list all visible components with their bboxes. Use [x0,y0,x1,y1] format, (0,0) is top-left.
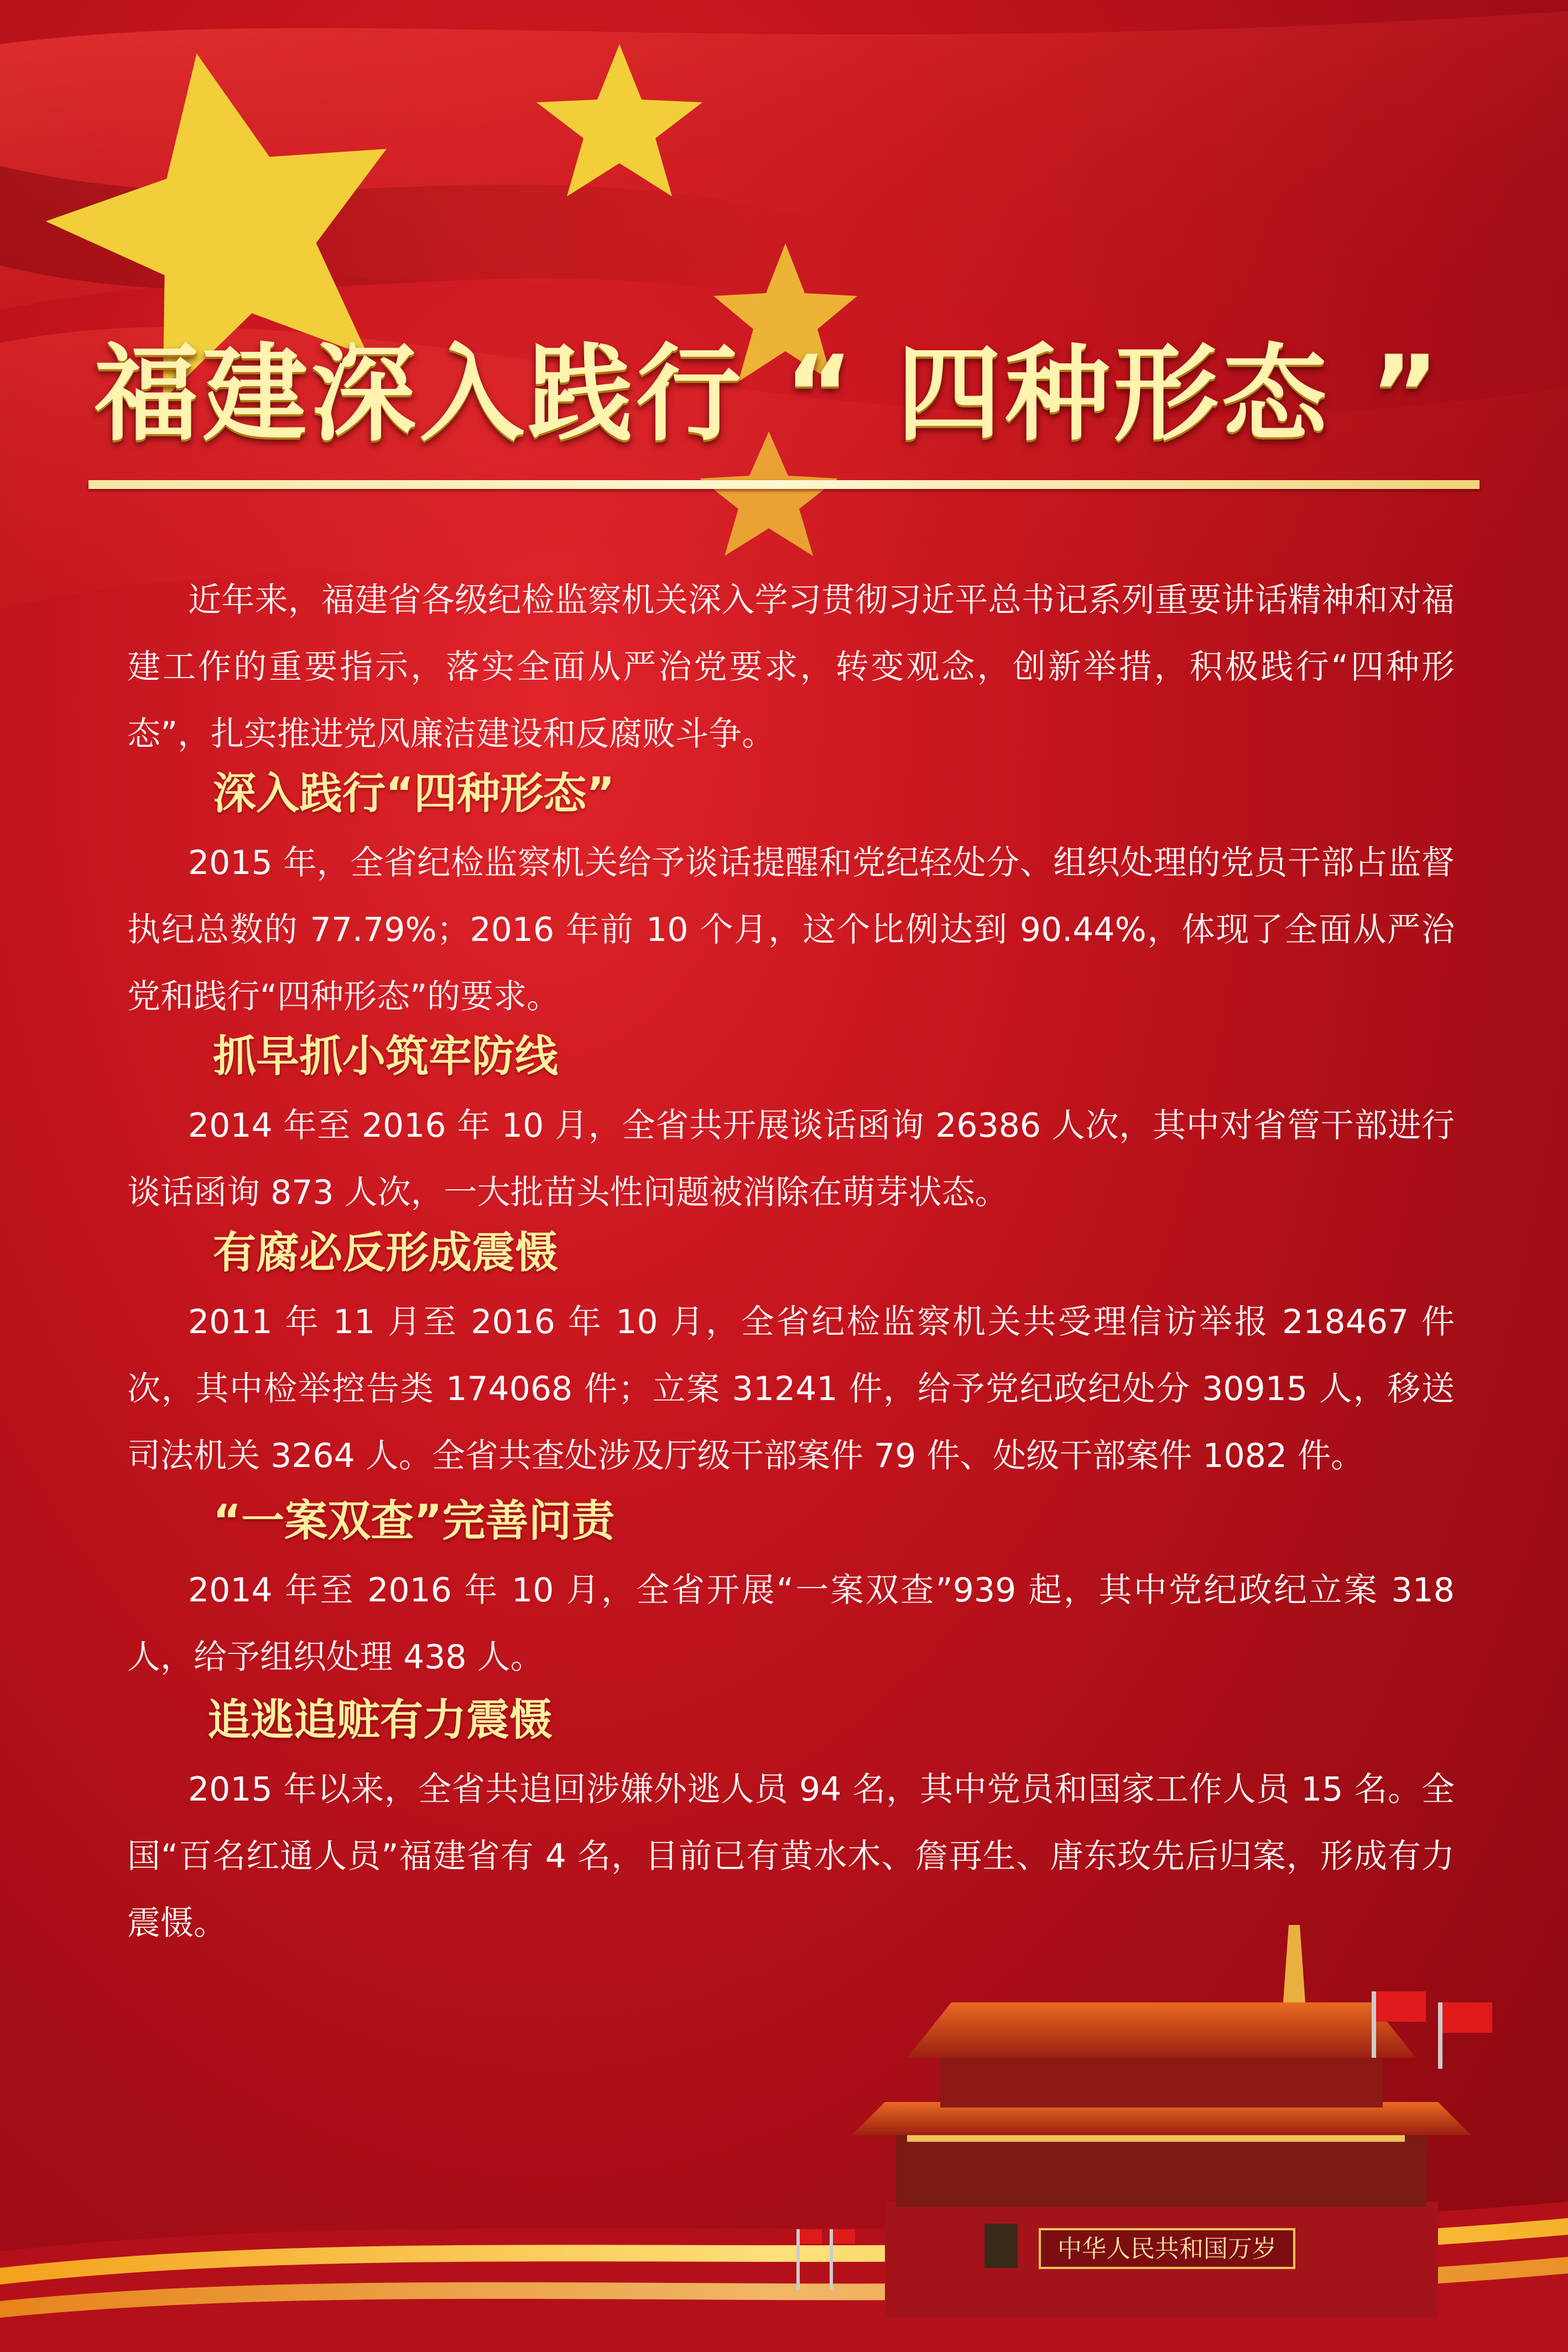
section-heading: 有腐必反形成震慑 [213,1228,559,1278]
section-heading: “一案双查”完善问责 [213,1496,615,1546]
poster-title: 福建深入践行 “ 四种形态 ” [94,333,1443,455]
gate-banner-text: 中华人民共和国万岁 [1058,2235,1277,2262]
section-body: 2015 年，全省纪检监察机关给予谈话提醒和党纪轻处分、组织处理的党员干部占监督执纪总数的 77.79%；2016 年前 10 个月，这个比例达到 90.44%，体现了全面从严治党和践行“四种形态”的要求。 [127,844,1455,1016]
section-heading: 深入践行“四种形态” [213,769,615,819]
tiananmen-illustration [0,1892,1568,2352]
section-heading: 抓早抓小筑牢防线 [213,1032,559,1081]
title-divider [88,480,1480,489]
section-body: 2015 年以来，全省共追回涉嫌外逃人员 94 名，其中党员和国家工作人员 15 名。全国“百名红通人员”福建省有 4 名，目前已有黄水木、詹再生、唐东玫先后归案，形成有力震慑。 [127,1770,1455,1943]
section-heading: 追逃追赃有力震慑 [207,1695,553,1745]
intro-paragraph: 近年来，福建省各级纪检监察机关深入学习贯彻习近平总书记系列重要讲话精神和对福建工作的重要指示，落实全面从严治党要求，转变观念，创新举措，积极践行“四种形态”，扎实推进党风廉洁建设和反腐败斗争。 [127,581,1455,753]
section-body: 2014 年至 2016 年 10 月，全省共开展谈话函询 26386 人次，其中对省管干部进行谈话函询 873 人次，一大批苗头性问题被消除在萌芽状态。 [127,1106,1455,1212]
section-body: 2014 年至 2016 年 10 月，全省开展“一案双查”939 起，其中党纪政纪立案 318 人，给予组织处理 438 人。 [127,1571,1455,1677]
section-body: 2011 年 11 月至 2016 年 10 月，全省纪检监察机关共受理信访举报 218467 件次，其中检举控告类 174068 件；立案 31241 件，给予党纪政纪处分 30915 人，移送司法机关 3264 人。全省共查处涉及厅级干部案件 79 件、处级干部案件 1082 件。 [127,1303,1455,1475]
